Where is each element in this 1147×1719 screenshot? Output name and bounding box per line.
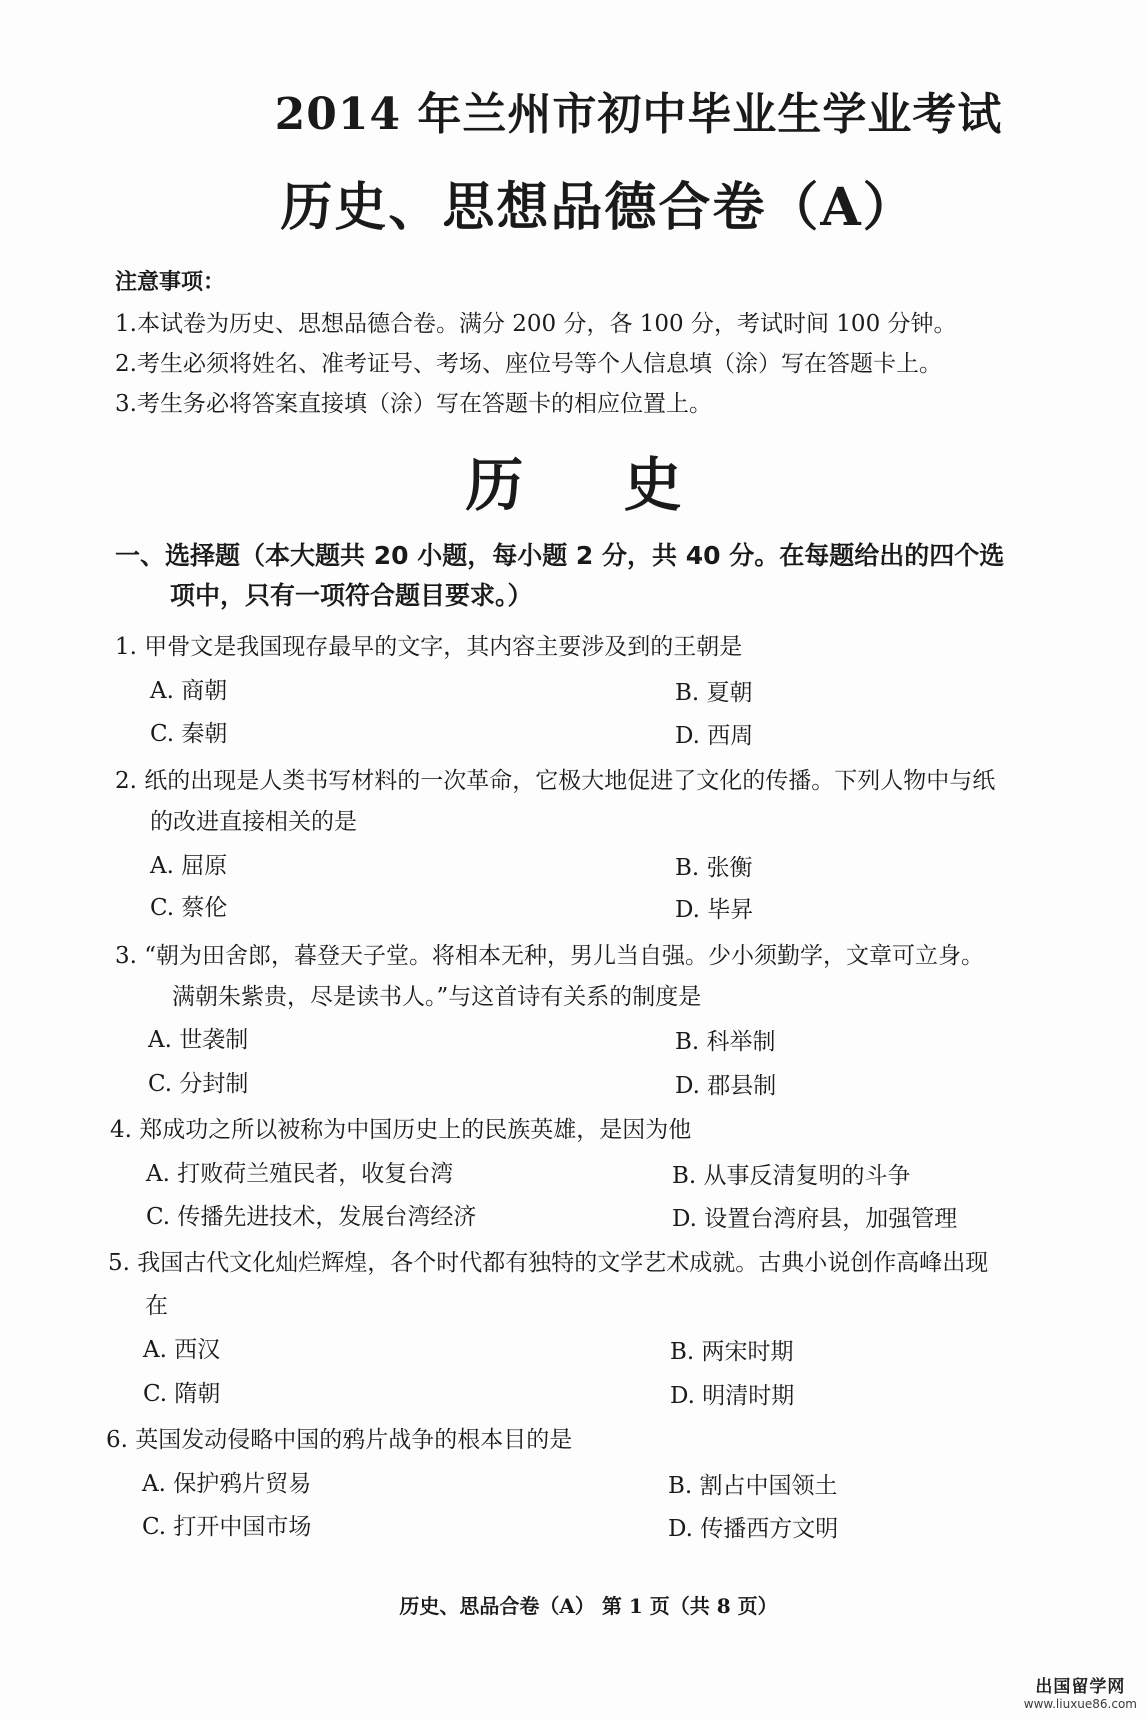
question-6-stem: 6. 英国发动侵略中国的鸦片战争的根本目的是 — [106, 1427, 573, 1453]
question-6-option-a: A. 保护鸦片贸易 — [142, 1471, 312, 1497]
question-4-option-d: D. 设置台湾府县，加强管理 — [672, 1206, 958, 1232]
question-5-option-c: C. 隋朝 — [143, 1381, 221, 1407]
question-3-stem-cont: 满朝朱紫贵，尽是读书人。”与这首诗有关系的制度是 — [172, 984, 702, 1010]
question-4-option-a: A. 打败荷兰殖民者，收复台湾 — [146, 1161, 454, 1187]
notice-item: 3.考生务必将答案直接填（涂）写在答题卡的相应位置上。 — [115, 391, 712, 417]
question-5-stem-cont: 在 — [145, 1293, 168, 1319]
question-2-option-a: A. 屈原 — [150, 853, 228, 879]
question-4-stem: 4. 郑成功之所以被称为中国历史上的民族英雄，是因为他 — [110, 1117, 692, 1143]
part-heading-line2: 项中，只有一项符合题目要求。） — [170, 581, 533, 610]
question-3-option-a: A. 世袭制 — [148, 1027, 249, 1053]
watermark-name: 出国留学网 — [1035, 1677, 1126, 1697]
question-5-option-d: D. 明清时期 — [670, 1383, 795, 1409]
notice-heading: 注意事项： — [115, 269, 226, 295]
question-4-option-b: B. 从事反清复明的斗争 — [672, 1163, 911, 1189]
question-1-option-c: C. 秦朝 — [150, 721, 228, 747]
question-2-option-b: B. 张衡 — [675, 855, 753, 881]
question-3-option-c: C. 分封制 — [148, 1071, 249, 1097]
question-5-stem: 5. 我国古代文化灿烂辉煌，各个时代都有独特的文学艺术成就。古典小说创作高峰出现 — [108, 1250, 989, 1276]
question-4-option-c: C. 传播先进技术，发展台湾经济 — [146, 1204, 477, 1230]
question-6-option-c: C. 打开中国市场 — [142, 1514, 312, 1540]
section-title: 历 史 — [465, 451, 722, 519]
question-1-option-d: D. 西周 — [675, 723, 754, 749]
question-5-option-b: B. 两宋时期 — [670, 1339, 794, 1365]
question-2-stem: 2. 纸的出现是人类书写材料的一次革命，它极大地促进了文化的传播。下列人物中与纸 — [115, 768, 996, 794]
exam-title: 2014 年兰州市初中毕业生学业考试 — [274, 89, 1003, 140]
question-2-stem-cont: 的改进直接相关的是 — [150, 809, 357, 835]
question-3-stem: 3. “朝为田舍郎，暮登天子堂。将相本无种，男儿当自强。少小须勤学，文章可立身。 — [115, 943, 985, 969]
watermark-url: www.liuxue86.com — [1023, 1697, 1137, 1711]
part-heading-line1: 一、选择题（本大题共 20 小题，每小题 2 分，共 40 分。在每题给出的四个选 — [115, 541, 1005, 570]
question-3-option-b: B. 科举制 — [675, 1029, 776, 1055]
notice-item: 1.本试卷为历史、思想品德合卷。满分 200 分，各 100 分，考试时间 100 分钟。 — [115, 311, 957, 337]
question-5-option-a: A. 西汉 — [143, 1337, 221, 1363]
notice-item: 2.考生必须将姓名、准考证号、考场、座位号等个人信息填（涂）写在答题卡上。 — [115, 351, 942, 377]
question-1-option-a: A. 商朝 — [150, 678, 228, 704]
page-footer: 历史、思品合卷（A） 第 1 页（共 8 页） — [399, 1594, 778, 1618]
site-watermark — [1024, 1672, 1137, 1711]
question-1-option-b: B. 夏朝 — [675, 680, 753, 706]
question-6-option-b: B. 割占中国领土 — [668, 1473, 838, 1499]
question-6-option-d: D. 传播西方文明 — [668, 1516, 839, 1542]
question-2-option-c: C. 蔡伦 — [150, 895, 228, 921]
question-1-stem: 1. 甲骨文是我国现存最早的文字，其内容主要涉及到的王朝是 — [115, 634, 743, 660]
part-heading — [115, 536, 1115, 616]
question-2-option-d: D. 毕昇 — [675, 897, 754, 923]
exam-subtitle: 历史、思想品德合卷（A） — [280, 177, 917, 238]
question-3-option-d: D. 郡县制 — [675, 1073, 777, 1099]
